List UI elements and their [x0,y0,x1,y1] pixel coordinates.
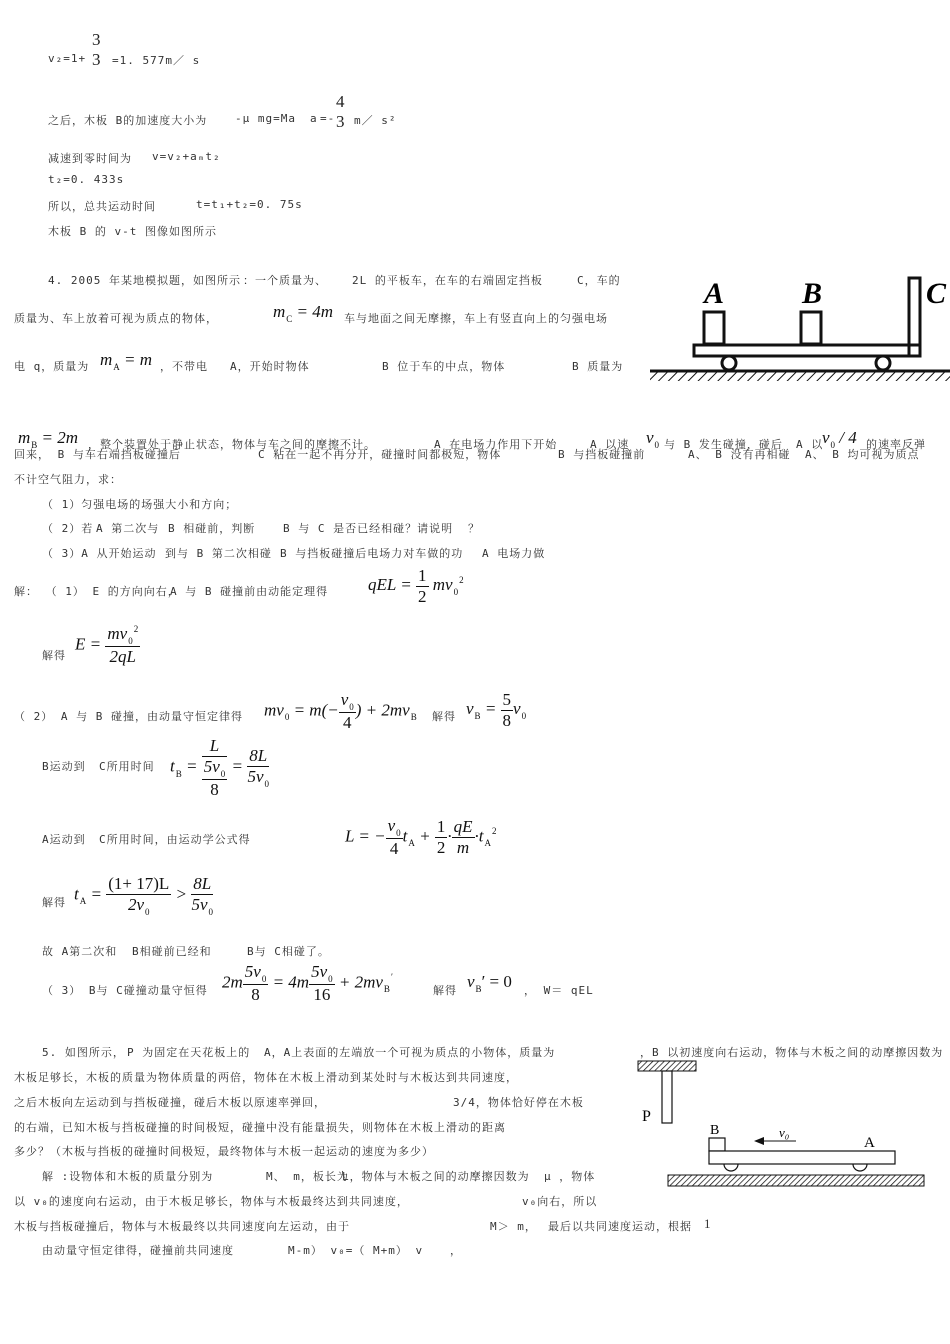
numerator: 3 [92,30,101,49]
text-line: -μ mg=Ma [235,112,296,125]
equation-v0: $v_0$ [646,428,660,450]
text-line: μ ，物体 [544,1170,596,1183]
solution-line: B相碰前已经和 [132,945,212,958]
fraction [336,92,345,131]
text-line: 2L 的平板车，在车的右端固定挡板 [352,274,543,287]
text-line: B 位于车的中点，物体 [382,360,506,373]
numerator: 4 [336,92,345,111]
text-line: M-m） v₀=（ M+m） v [288,1244,424,1257]
text-line: B 与挡板碰撞前 [558,448,646,461]
text-line: ，不带电 [160,360,208,373]
solution-line: 故 A第二次和 [42,945,118,958]
solution-line: ， W＝ qEL [524,984,594,997]
label-b: B [710,1123,720,1138]
wheel-left [724,1164,738,1171]
text-line: A 第二次与 [96,522,160,535]
solution-line: （ 2） A 与 B 碰撞，由动量守恒定律得 [14,710,243,723]
text-line: 减速到零时间为 [48,152,132,165]
equation-ma: $m_A = m$ [100,350,153,372]
text-line: 木板与挡板碰撞后，物体与木板最终以共同速度向左运动，由于 [14,1220,350,1233]
label-p: P [642,1108,651,1125]
text-line: 5. 如图所示， [42,1046,125,1059]
text-line: t=t₁+t₂=0. 75s [196,198,303,211]
text-line: B 与挡板碰撞后电场力对车做的功 [280,547,464,560]
solution-line: 解得 [432,710,456,723]
equation-qel: qEL = $\frac{1}{2}$ $mv_0^2$ [368,566,464,606]
question-3: （ 3）A 从开始运动 [42,547,157,560]
equation-mc: $m_C = 4m$ [273,302,334,324]
label-v0: v₀ [779,1125,790,1140]
text-line: m／ s² [354,114,397,127]
solution-line: B运动到 [42,760,86,773]
wheel-left [722,356,736,370]
solution-line: C所用时间，由运动学公式得 [99,833,251,846]
text-line: 3/4，物体恰好停在木板 [453,1096,584,1109]
arrow-head-icon [754,1137,764,1145]
text-line: 回来， B 与车右端挡板碰撞后 [14,448,181,461]
question-1: （ 1）匀强电场的场强大小和方向； [42,498,238,511]
text-line: ，整个装置处于静止状态，物体与车之间的摩擦不计。 [88,438,376,451]
denominator: 3 [336,111,345,131]
text-line: 最后以共同速度运动，根据 [548,1220,692,1233]
text-line: 与 B 发生碰撞，碰后 [664,438,783,451]
text-line: C，车的 [577,274,621,287]
text-line: P 为固定在天花板上的 [127,1046,251,1059]
text-line: A，A上表面的左端放一个可视为质点的小物体，质量为 [264,1046,556,1059]
block-b [801,312,821,344]
solution-line: 解得 [42,896,66,909]
text-line: ？ [468,522,480,535]
page-number: 1 [704,1216,712,1231]
solution-line: 解得 [433,984,457,997]
ground-hatch [650,372,950,381]
denominator: 3 [92,49,101,69]
text-line: 不计空气阻力，求： [14,473,122,486]
text-line: 之后木板向左运动到与挡板碰撞，碰后木板以原速率弹回， [14,1096,326,1109]
text-line: M＞ m， [490,1220,537,1233]
equation-ta: $t_A$ = $\frac{(1+ 17)L}{2v_0}$ > $\frac{8L}{5v_0}$ [74,874,213,917]
solution-line: A 与 B 碰撞前由动能定理得 [170,585,329,598]
text-line: 由动量守恒定律得，碰撞前共同速度 [42,1244,234,1257]
text-line: v=v₂+aₘt₂ [152,150,221,163]
text-line: 的右端，已知木板与挡板碰撞的时间极短，碰撞中没有能量损失，则物体在木板上滑动的距离 [14,1121,506,1134]
fraction [92,30,101,69]
solution-line: 解： （ 1） E 的方向向右， [14,585,180,598]
text-line: ， [450,1244,462,1257]
solution-line: C所用时间 [99,760,155,773]
label-a: A [864,1135,875,1151]
text-line: 质量为、车上放着可视为质点的物体， [14,312,218,325]
block-a [704,312,724,344]
text-line: L，物体与木板之间的动摩擦因数为 [342,1170,530,1183]
question-2: （ 2）若 [42,522,94,535]
equation-momentum: $mv_0 = m(-$ $\frac{v_0}{4}$ ) + $2mv_B$ [264,690,417,733]
solution-line: A运动到 [42,833,86,846]
ceiling [638,1061,696,1071]
text-line: A、 B 均可视为质点 [805,448,920,461]
text-line: 多少？（木板与挡板的碰撞时间极短，最终物体与木板一起运动的速度为多少） [14,1145,434,1158]
text-line: ：一个质量为、 [243,274,327,287]
block-b [709,1138,725,1151]
text-line: B 与 C 是否已经相碰？请说明 [283,522,454,535]
text-line: A 以 [796,438,824,451]
text-line: ，B 以初速度向右运动，物体与木板之间的动摩擦因数为 [640,1046,944,1059]
text-line: C 粘在一起不再分开，碰撞时间都极短，物体 [258,448,502,461]
equation-collision: 2m $\frac{5v_0}{8}$ = 4m $\frac{5v_0}{16}$ + $2mv_B'$ [222,962,393,1005]
wheel-right [853,1164,867,1171]
text-line: 到与 B 第二次相碰 [165,547,272,560]
text-line: 的速率反弹 [866,438,926,451]
wheel-right [876,356,890,370]
text-line: A 电场力做 [482,547,546,560]
equation-vb: $v_B$ = $\frac{5}{8}$ $v_0$ [466,690,527,730]
figure-board-diagram [636,1055,936,1195]
text-line: =- [320,112,336,125]
board-a [709,1151,895,1164]
text-line: 木板 B 的 v-t 图像如图所示 [48,225,217,238]
ground [668,1175,924,1186]
equation-la: L = − $\frac{v_0}{4}$ $t_A$ + $\frac{1}{2}$ · $\frac{qE}{m}$ $\cdot t_A^2$ [345,816,497,859]
text-line: v₀向右，所以 [522,1195,598,1208]
text-line: 木板足够长，木板的质量为物体质量的两倍，物体在木板上滑动到某处时与木板达到共同速度， [14,1071,518,1084]
text-line: 4. 2005 年某地模拟题，如图所示 [48,274,241,287]
text-line: 解 :设物体和木板的质量分别为 [42,1170,214,1183]
equation-v0-over-4: $v_0 / 4$ [822,428,857,450]
equation-mb: $m_B = 2m$ [18,428,79,450]
text-line: A 在电场力作用下开始 [434,438,558,451]
figure-cart-diagram [650,270,950,415]
text-line: A，开始时物体 [230,360,310,373]
equation-vb-prime: $v_B' = 0$ [467,972,512,994]
text-line: A 以速 [590,438,630,451]
solution-line: （ 3） B与 C碰撞动量守恒得 [42,984,208,997]
text-line: 电 q，质量为 [14,360,90,373]
text-line: =1. 577m／ s [112,54,201,67]
label-c: C [926,277,947,310]
equation-e: E = $\frac{mv_0^2}{2qL}$ [75,624,139,667]
text-line: t₂=0. 433s [48,173,125,186]
cart-board [694,345,920,356]
text-line: 车与地面之间无摩擦，车上有竖直向上的匀强电场 [344,312,608,325]
text-line: 以 v₀的速度向右运动，由于木板足够长，物体与木板最终达到共同速度， [14,1195,409,1208]
text-line: 所以，总共运动时间 [48,200,156,213]
text-line: v₂=1+ [48,52,87,65]
label-a: A [704,277,725,310]
solution-line: 解得 [42,649,66,662]
text-line: B 质量为 [572,360,624,373]
text-line: B 相碰前，判断 [168,522,256,535]
text-line: M、 m，板长为 [266,1170,349,1183]
text-line: A、 B 没有再相碰 [688,448,791,461]
solution-line: B与 C相碰了。 [247,945,330,958]
rod-p [662,1071,672,1123]
equation-tb: $t_B$ = $\frac{L}{\frac{5v_0}{8}}$ = $\frac{8L}{5v_0}$ [170,736,270,799]
text-line: a [310,112,318,125]
label-b: B [802,277,823,310]
text-line: 之后，木板 B的加速度大小为 [48,114,208,127]
